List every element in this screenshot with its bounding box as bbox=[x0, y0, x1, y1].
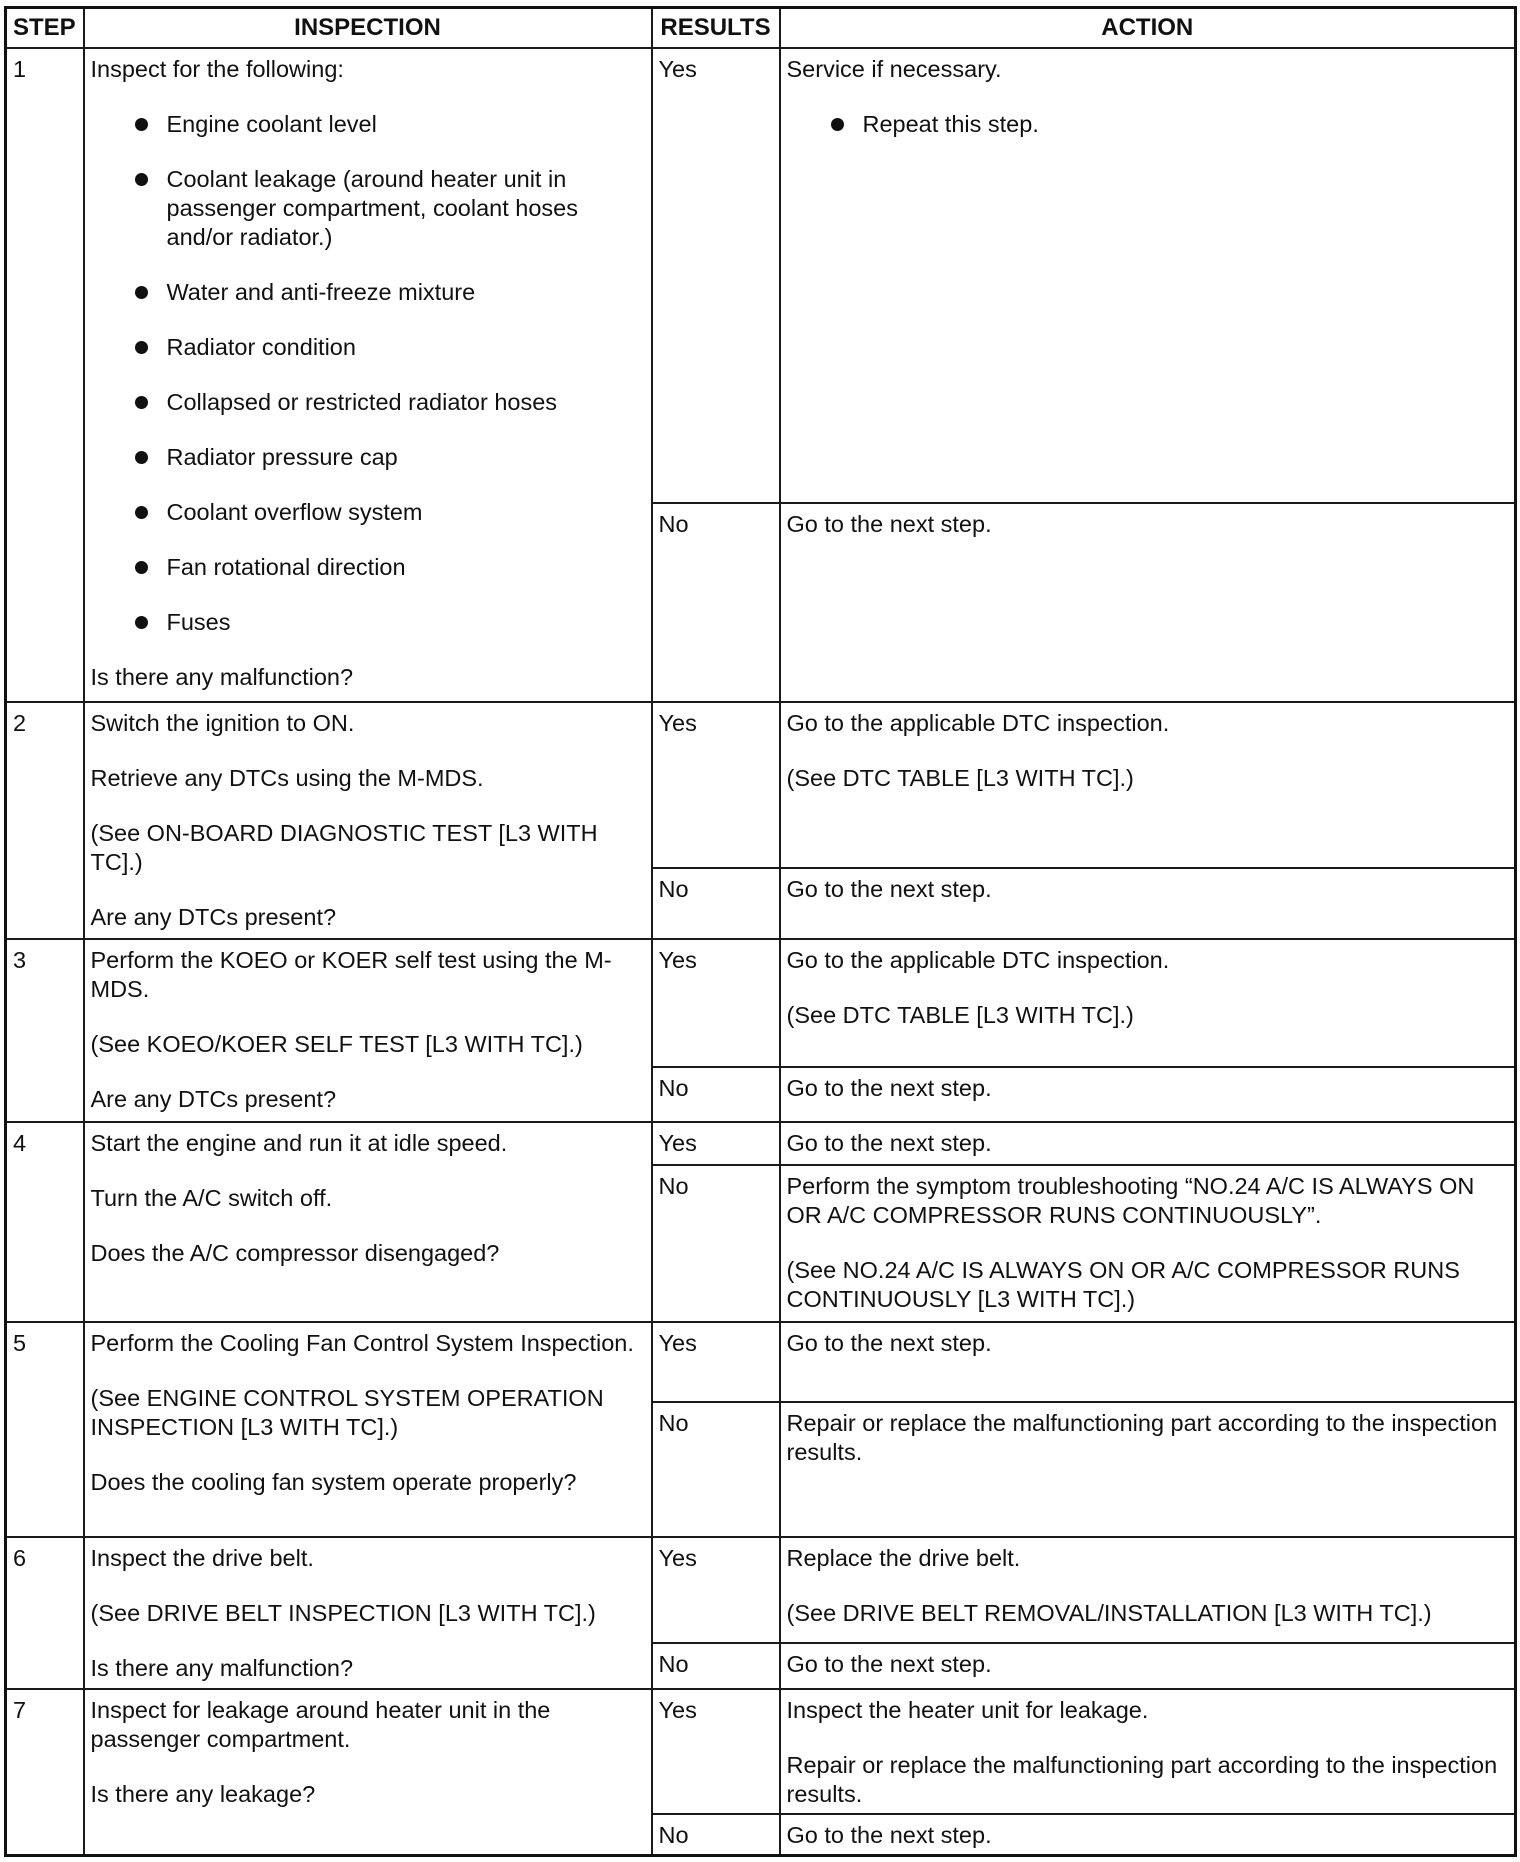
action-cell bbox=[780, 48, 1516, 503]
action-text: Perform the symptom troubleshooting “NO.24 A/C IS ALWAYS ON OR A/C COMPRESSOR RUNS CONTINUOUSLY”. bbox=[786, 1173, 1475, 1228]
action-cell bbox=[780, 503, 1516, 702]
action-cell bbox=[780, 1643, 1516, 1689]
table-row bbox=[6, 939, 1516, 1067]
inspection-bullet-list bbox=[91, 110, 645, 637]
diagnostic-table bbox=[4, 6, 1517, 1857]
list-item: Coolant leakage (around heater unit in passenger compartment, coolant hoses and/or radiator.) bbox=[91, 165, 645, 252]
inspection-text: Perform the Cooling Fan Control System Inspection. bbox=[90, 1330, 634, 1356]
inspection-cell bbox=[84, 48, 652, 702]
header-action: ACTION bbox=[780, 8, 1516, 49]
action-cell bbox=[780, 939, 1516, 1067]
inspection-text: Inspect the drive belt. bbox=[90, 1545, 314, 1571]
inspection-cell bbox=[84, 1537, 652, 1689]
troubleshooting-document bbox=[4, 6, 1514, 1856]
step-number: 2 bbox=[6, 702, 84, 939]
result-cell: No bbox=[652, 1402, 780, 1537]
inspection-question: Does the A/C compressor disengaged? bbox=[90, 1240, 500, 1266]
list-item: Coolant overflow system bbox=[91, 498, 645, 527]
table-row bbox=[6, 1689, 1516, 1814]
list-item: Repeat this step. bbox=[787, 110, 1509, 139]
inspection-question: Are any DTCs present? bbox=[90, 1086, 337, 1112]
inspection-cell bbox=[84, 1122, 652, 1322]
inspection-cell bbox=[84, 702, 652, 939]
action-text: (See NO.24 A/C IS ALWAYS ON OR A/C COMPRESSOR RUNS CONTINUOUSLY [L3 WITH TC].) bbox=[786, 1257, 1460, 1312]
inspection-cell bbox=[84, 1322, 652, 1537]
header-step: STEP bbox=[6, 8, 84, 49]
action-cell bbox=[780, 1067, 1516, 1122]
inspection-cell bbox=[84, 1689, 652, 1856]
result-cell: Yes bbox=[652, 1689, 780, 1814]
action-text: Go to the next step. bbox=[786, 1075, 992, 1101]
action-text: Go to the next step. bbox=[786, 1651, 992, 1677]
action-cell bbox=[780, 1122, 1516, 1165]
table-row bbox=[6, 1122, 1516, 1165]
action-cell bbox=[780, 1537, 1516, 1643]
action-text: Inspect the heater unit for leakage. bbox=[786, 1697, 1149, 1723]
table-row bbox=[6, 1322, 1516, 1402]
action-text: Go to the applicable DTC inspection. bbox=[786, 947, 1170, 973]
result-cell: No bbox=[652, 1814, 780, 1856]
result-cell: No bbox=[652, 868, 780, 939]
result-cell: No bbox=[652, 1643, 780, 1689]
inspection-text: Perform the KOEO or KOER self test using the M-MDS. bbox=[90, 947, 612, 1002]
result-cell: Yes bbox=[652, 939, 780, 1067]
header-results: RESULTS bbox=[652, 8, 780, 49]
step-number: 5 bbox=[6, 1322, 84, 1537]
action-text: Go to the next step. bbox=[786, 876, 992, 902]
inspection-text: Switch the ignition to ON. bbox=[90, 710, 355, 736]
action-text: Go to the next step. bbox=[786, 1822, 992, 1848]
action-text: (See DTC TABLE [L3 WITH TC].) bbox=[786, 765, 1134, 791]
header-inspection: INSPECTION bbox=[84, 8, 652, 49]
result-cell: Yes bbox=[652, 1322, 780, 1402]
action-cell bbox=[780, 1814, 1516, 1856]
inspection-question: Is there any malfunction? bbox=[90, 664, 354, 690]
inspection-question: Is there any malfunction? bbox=[90, 1655, 354, 1681]
list-item: Engine coolant level bbox=[91, 110, 645, 139]
action-text: Go to the next step. bbox=[786, 511, 992, 537]
inspection-text: Inspect for leakage around heater unit in the passenger compartment. bbox=[90, 1697, 551, 1752]
inspection-text: Turn the A/C switch off. bbox=[90, 1185, 333, 1211]
inspection-question: Is there any leakage? bbox=[90, 1781, 316, 1807]
action-cell bbox=[780, 868, 1516, 939]
table-row bbox=[6, 1537, 1516, 1643]
action-text: Service if necessary. bbox=[786, 56, 1002, 82]
result-cell: No bbox=[652, 503, 780, 702]
inspection-text: Start the engine and run it at idle speed. bbox=[90, 1130, 508, 1156]
result-cell: No bbox=[652, 1165, 780, 1322]
action-cell bbox=[780, 1322, 1516, 1402]
list-item: Radiator pressure cap bbox=[91, 443, 645, 472]
action-text: Go to the applicable DTC inspection. bbox=[786, 710, 1170, 736]
action-bullet-list bbox=[787, 110, 1509, 139]
step-number: 7 bbox=[6, 1689, 84, 1856]
step-number: 3 bbox=[6, 939, 84, 1122]
table-row bbox=[6, 48, 1516, 503]
action-cell bbox=[780, 1165, 1516, 1322]
list-item: Water and anti-freeze mixture bbox=[91, 278, 645, 307]
step-number: 4 bbox=[6, 1122, 84, 1322]
list-item: Fan rotational direction bbox=[91, 553, 645, 582]
inspection-question: Does the cooling fan system operate properly? bbox=[90, 1469, 577, 1495]
result-cell: Yes bbox=[652, 1537, 780, 1643]
result-cell: No bbox=[652, 1067, 780, 1122]
inspection-text: (See ON-BOARD DIAGNOSTIC TEST [L3 WITH TC].) bbox=[90, 820, 598, 875]
inspection-text: (See DRIVE BELT INSPECTION [L3 WITH TC].) bbox=[90, 1600, 596, 1626]
list-item: Collapsed or restricted radiator hoses bbox=[91, 388, 645, 417]
action-text: Repair or replace the malfunctioning part according to the inspection results. bbox=[786, 1410, 1498, 1465]
result-cell: Yes bbox=[652, 702, 780, 868]
action-text: Go to the next step. bbox=[786, 1330, 992, 1356]
inspection-cell bbox=[84, 939, 652, 1122]
inspection-text: Inspect for the following: bbox=[90, 56, 344, 82]
result-cell: Yes bbox=[652, 1122, 780, 1165]
header-row bbox=[6, 8, 1516, 49]
step-number: 6 bbox=[6, 1537, 84, 1689]
action-cell bbox=[780, 702, 1516, 868]
action-cell bbox=[780, 1689, 1516, 1814]
step-number: 1 bbox=[6, 48, 84, 702]
result-cell: Yes bbox=[652, 48, 780, 503]
action-text: Go to the next step. bbox=[786, 1130, 992, 1156]
action-text: Replace the drive belt. bbox=[786, 1545, 1021, 1571]
action-cell bbox=[780, 1402, 1516, 1537]
action-text: Repair or replace the malfunctioning part according to the inspection results. bbox=[786, 1752, 1498, 1807]
inspection-text: (See KOEO/KOER SELF TEST [L3 WITH TC].) bbox=[90, 1031, 583, 1057]
list-item: Fuses bbox=[91, 608, 645, 637]
inspection-text: (See ENGINE CONTROL SYSTEM OPERATION INSPECTION [L3 WITH TC].) bbox=[90, 1385, 604, 1440]
inspection-text: Retrieve any DTCs using the M-MDS. bbox=[90, 765, 484, 791]
action-text: (See DTC TABLE [L3 WITH TC].) bbox=[786, 1002, 1134, 1028]
table-row bbox=[6, 702, 1516, 868]
action-text: (See DRIVE BELT REMOVAL/INSTALLATION [L3 WITH TC].) bbox=[786, 1600, 1432, 1626]
list-item: Radiator condition bbox=[91, 333, 645, 362]
inspection-question: Are any DTCs present? bbox=[90, 904, 337, 930]
